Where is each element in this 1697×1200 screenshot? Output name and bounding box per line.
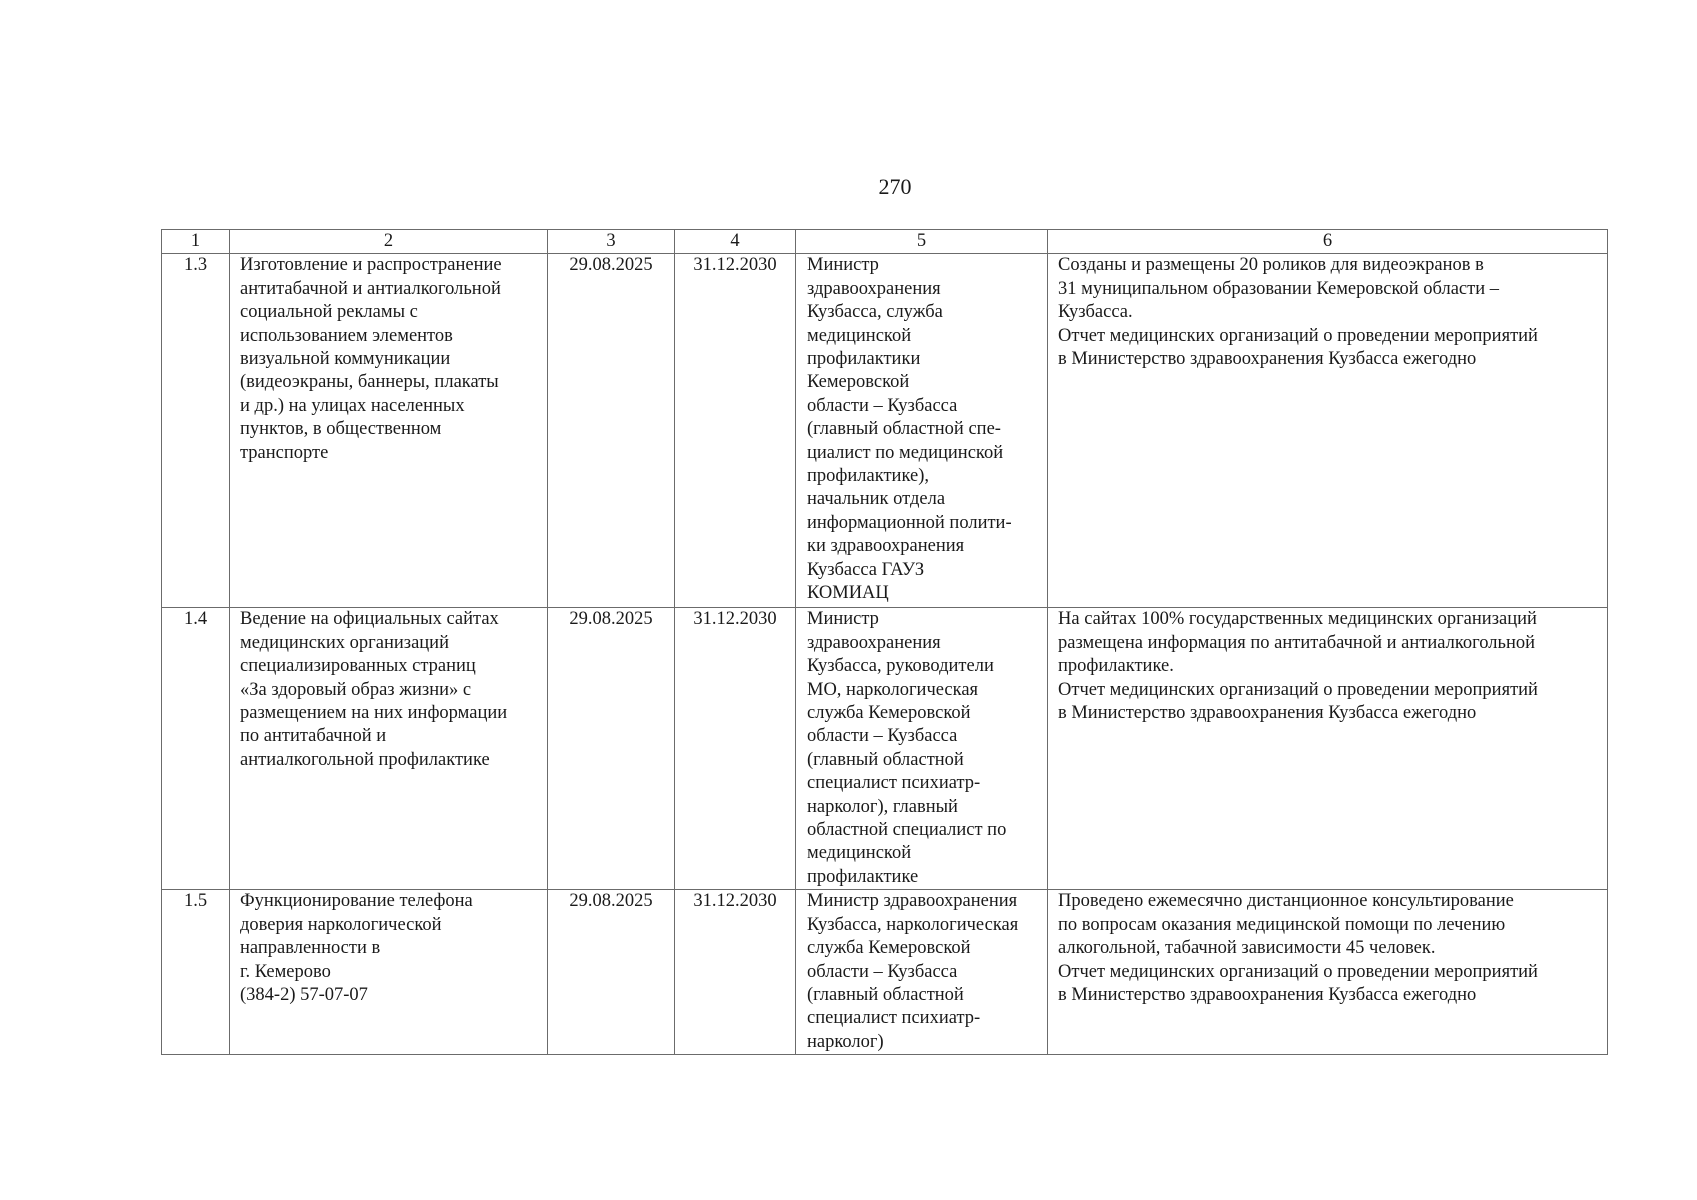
start-date: 29.08.2025 — [548, 254, 675, 608]
table-header-row — [162, 230, 1608, 254]
responsible: Министр здравоохранения Кузбасса, наркологическая служба Кемеровской области – Кузбасса (главный областной специалист психиатр- нарколог) — [796, 890, 1048, 1055]
measures-table — [161, 229, 1608, 1055]
expected-result: На сайтах 100% государственных медицинских организаций размещена информация по антитабачной и антиалкогольной профилактике. Отчет медицинских организаций о проведении мероприятий в Министерство здравоохранения Кузбасса ежегодно — [1048, 608, 1608, 890]
start-date: 29.08.2025 — [548, 890, 675, 1055]
end-date: 31.12.2030 — [675, 254, 796, 608]
row-number: 1.5 — [162, 890, 230, 1055]
expected-result: Проведено ежемесячно дистанционное консультирование по вопросам оказания медицинской помощи по лечению алкогольной, табачной зависимости 45 человек. Отчет медицинских организаций о проведении мероприятий в Министерство здравоохранения Кузбасса ежегодно — [1048, 890, 1608, 1055]
column-header: 5 — [796, 230, 1048, 254]
column-header: 3 — [548, 230, 675, 254]
column-header: 6 — [1048, 230, 1608, 254]
table-row — [162, 608, 1608, 890]
event-name: Функционирование телефона доверия наркологической направленности в г. Кемерово (384-2) 57-07-07 — [230, 890, 548, 1055]
table-row — [162, 890, 1608, 1055]
row-number: 1.3 — [162, 254, 230, 608]
table-row — [162, 254, 1608, 608]
end-date: 31.12.2030 — [675, 890, 796, 1055]
responsible: Министр здравоохранения Кузбасса, руководители МО, наркологическая служба Кемеровской области – Кузбасса (главный областной специалист психиатр- нарколог), главный областной специалист по медицинской профилактике — [796, 608, 1048, 890]
row-number: 1.4 — [162, 608, 230, 890]
event-name: Изготовление и распространение антитабачной и антиалкогольной социальной рекламы с использованием элементов визуальной коммуникации (видеоэкраны, баннеры, плакаты и др.) на улицах населенных пунктов, в общественном транспорте — [230, 254, 548, 608]
end-date: 31.12.2030 — [675, 608, 796, 890]
expected-result: Созданы и размещены 20 роликов для видеоэкранов в 31 муниципальном образовании Кемеровской области – Кузбасса. Отчет медицинских организаций о проведении мероприятий в Министерство здравоохранения Кузбасса ежегодно — [1048, 254, 1608, 608]
column-header: 2 — [230, 230, 548, 254]
page-number: 270 — [878, 174, 912, 199]
column-header: 1 — [162, 230, 230, 254]
event-name: Ведение на официальных сайтах медицинских организаций специализированных страниц «За здоровый образ жизни» с размещением на них информации по антитабачной и антиалкогольной профилактике — [230, 608, 548, 890]
start-date: 29.08.2025 — [548, 608, 675, 890]
responsible: Министр здравоохранения Кузбасса, служба медицинской профилактики Кемеровской области – Кузбасса (главный областной спе- циалист по медицинской профилактике), начальник отдела информационной полити- ки здравоохранения Кузбасса ГАУЗ КОМИАЦ — [796, 254, 1048, 608]
column-header: 4 — [675, 230, 796, 254]
